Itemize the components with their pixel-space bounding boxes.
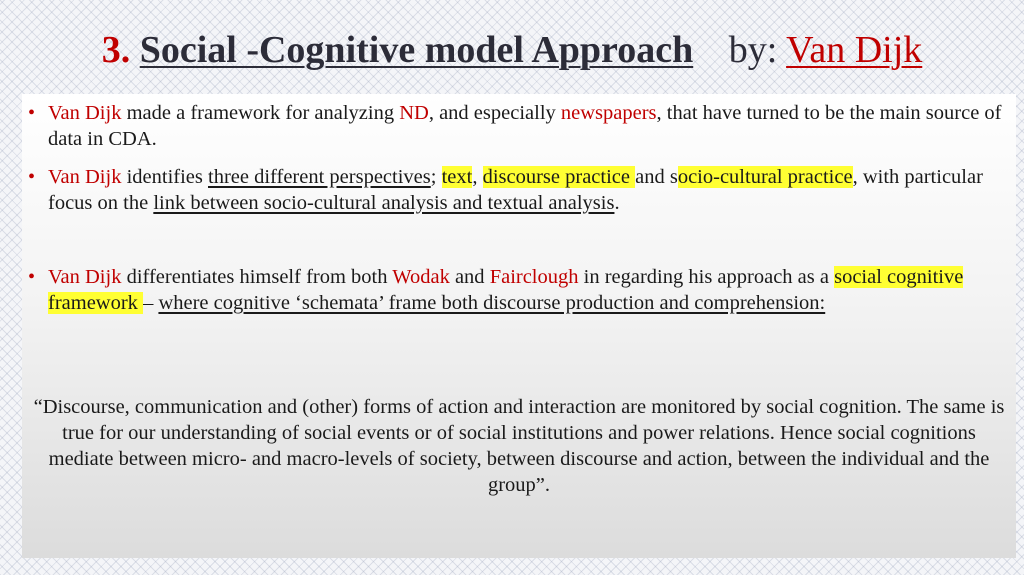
text-run: ; [430, 166, 442, 188]
text-run: . [614, 192, 620, 214]
highlight-socio-cultural: ocio-cultural practice [677, 166, 853, 188]
author-wodak: Wodak [392, 266, 450, 288]
bullet-dot-icon: • [28, 166, 36, 188]
section-number: 3. [101, 29, 131, 71]
bullet-text [48, 100, 1002, 152]
text-run: differentiates himself from both [121, 266, 393, 288]
bullet-perspectives [22, 164, 1002, 216]
quote-block: “Discourse, communication and (other) forms of action and interaction are monitored by social cognition. The same is true for our understanding of social events or of social institutions and power relations. Hence social cognitions mediate between micro- and macro-levels of society, between discourse and action, between the individual and the group”. [33, 396, 1005, 496]
text-run: , [472, 166, 483, 188]
highlight-discourse-practice: discourse practice [482, 166, 636, 188]
text-run: made a framework for analyzing [121, 102, 400, 124]
text-run: , and especially [428, 102, 561, 124]
content-panel [22, 94, 1016, 558]
author-name: Van Dijk [48, 166, 122, 188]
term-nd: ND [399, 102, 429, 124]
text-run: and s [635, 166, 678, 188]
author-name: Van Dijk [48, 102, 122, 124]
text-run: – [143, 292, 159, 314]
bullet-dot-icon: • [28, 266, 36, 288]
bullet-dot-icon: • [28, 102, 36, 124]
bullet-framework [22, 100, 1002, 152]
title-by: by: [728, 29, 778, 71]
underlined-phrase: three different perspectives [208, 166, 431, 188]
bullet-text [48, 164, 1002, 216]
text-run: in regarding his approach as a [578, 266, 835, 288]
underlined-phrase: link between socio-cultural analysis and textual analysis [153, 192, 615, 214]
highlight-text: text [441, 166, 473, 188]
title-author: Van Dijk [786, 29, 923, 71]
bullet-differentiates [22, 264, 1002, 316]
text-run: , that have turned to be the main source of data in CDA. [48, 102, 1002, 150]
underlined-phrase: where cognitive ‘schemata’ frame both discourse production and comprehension: [158, 292, 826, 314]
text-run: and [449, 266, 490, 288]
text-run: identifies [121, 166, 208, 188]
slide-title [0, 28, 1024, 72]
bullet-text [48, 264, 1002, 316]
title-main: Social -Cognitive model Approach [139, 29, 694, 71]
author-name: Van Dijk [48, 266, 122, 288]
highlight-framework: social cognitive framework [48, 266, 964, 314]
author-fairclough: Fairclough [489, 266, 579, 288]
term-newspapers: newspapers [560, 102, 657, 124]
text-run: , with particular focus on the [48, 166, 983, 214]
